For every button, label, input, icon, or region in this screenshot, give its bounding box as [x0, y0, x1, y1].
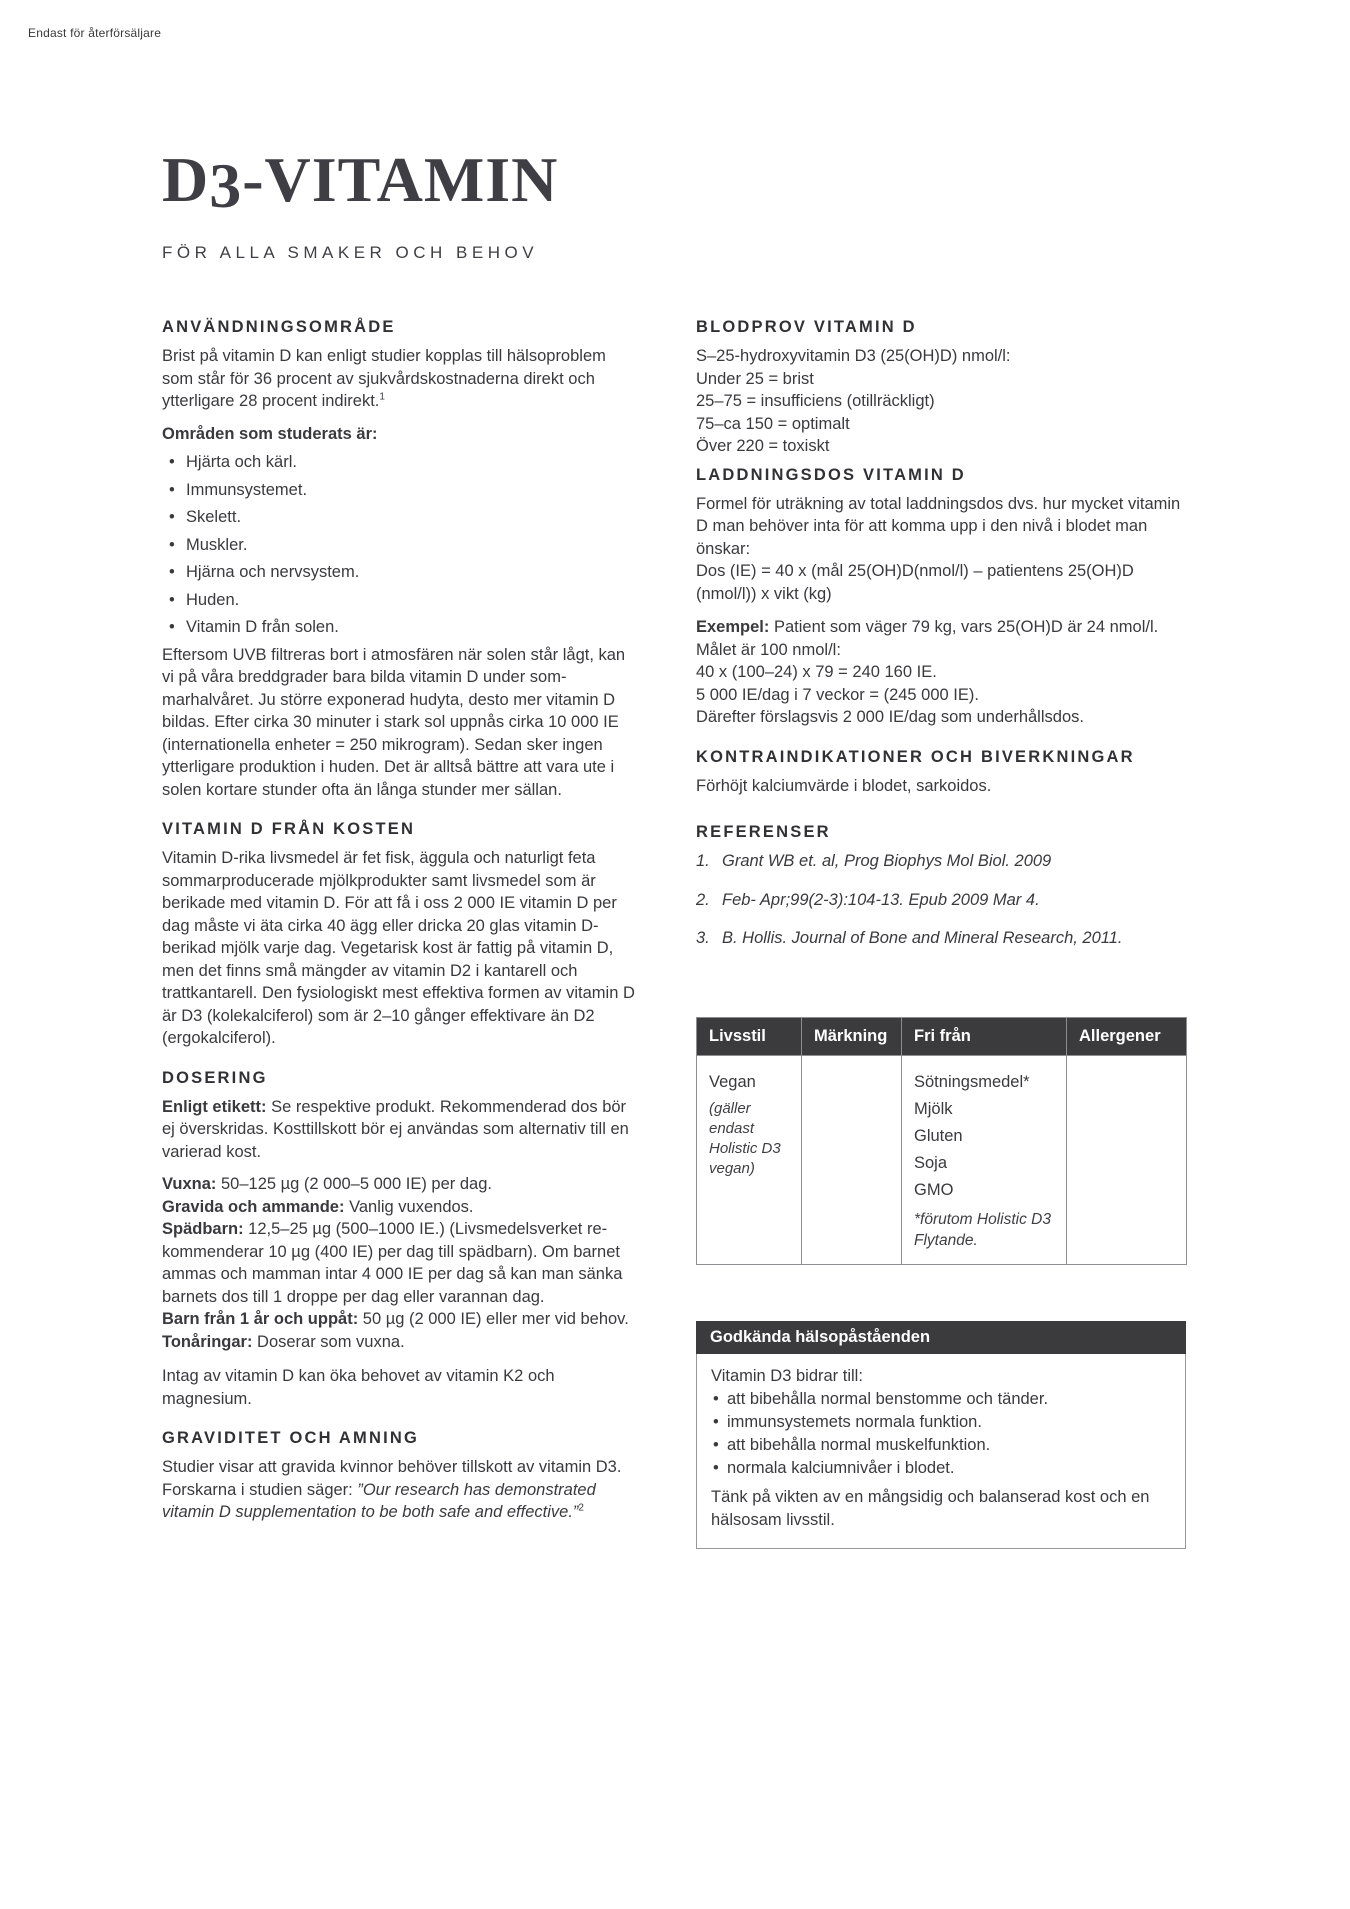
- area-item: • Immunsystemet.: [162, 479, 640, 502]
- dosage-label: Barn från 1 år och uppåt:: [162, 1310, 359, 1328]
- claims-bullet: • normala kalciumnivåer i blodet.: [711, 1457, 1171, 1480]
- health-claims-header: Godkända hälsopåståenden: [696, 1321, 1186, 1354]
- two-column-layout: [162, 316, 1188, 1549]
- dosage-text: 50 µg (2 000 IE) eller mer vid behov.: [358, 1310, 629, 1328]
- loading-dose-paragraph: Formel för uträkning av total laddningsdos dvs. hur mycket vitamin D man behöver inta för att komma upp i den nivå i blodet man önskar:: [696, 494, 1181, 558]
- dosage-text: Doserar som vuxna.: [252, 1332, 405, 1351]
- areas-subheading: Områden som studerats är:: [162, 424, 378, 443]
- dosage-label: Spädbarn:: [162, 1220, 244, 1238]
- pregnancy-quote: ”Our research has demonstrated vitamin D supplementation to be both safe and effective.”: [162, 1480, 596, 1521]
- blood-line: 75–ca 150 = optimalt: [696, 414, 850, 433]
- example-line: Därefter förslagsvis 2 000 IE/dag som underhållsdos.: [696, 708, 1084, 726]
- fri-fran-item: Gluten: [914, 1126, 963, 1145]
- product-attributes-table: [696, 1017, 1187, 1265]
- reference-number: 2.: [696, 890, 710, 909]
- table-header-row: [697, 1017, 1187, 1055]
- livsstil-value: Vegan: [709, 1072, 756, 1091]
- dosage-text: Vanlig vuxendos.: [344, 1197, 474, 1216]
- left-column: [162, 316, 640, 1549]
- heading-referenser: REFERENSER: [696, 823, 831, 841]
- dosage-list: [162, 1173, 640, 1353]
- page-content: [162, 0, 1188, 1549]
- reference-text: Grant WB et. al, Prog Biophys Mol Biol. 2009: [722, 852, 1052, 870]
- cell-markning: [802, 1055, 902, 1264]
- example-line: 5 000 IE/dag i 7 veckor = (245 000 IE).: [696, 685, 979, 704]
- heading-vitamin-d-fran-kosten: VITAMIN D FRÅN KOSTEN: [162, 820, 416, 838]
- example-block: [696, 616, 1186, 729]
- k2-paragraph: Intag av vitamin D kan öka behovet av vitamin K2 och magnesium.: [162, 1367, 555, 1408]
- reference-text: B. Hollis. Journal of Bone and Mineral Research, 2011.: [722, 929, 1123, 947]
- footnote-ref-1: 1: [379, 391, 385, 403]
- example-line: 40 x (100–24) x 79 = 240 160 IE.: [696, 663, 937, 681]
- reference-number: 3.: [696, 929, 710, 947]
- blood-test-values: [696, 345, 1186, 458]
- area-item: • Huden.: [162, 589, 640, 612]
- corner-note: Endast för återförsäljare: [28, 26, 162, 40]
- area-item: • Muskler.: [162, 534, 640, 557]
- dosage-line-tonaringar: [162, 1331, 640, 1354]
- example-intro-line: [696, 616, 1186, 661]
- reference-item: [696, 927, 1186, 950]
- reference-item: [696, 850, 1186, 873]
- food-paragraph: Vitamin D-rika livsmedel är fet fisk, äggula och naturligt feta sommarproducerade mjölkprodukter samt livsmedel som är berikade med vitamin D. För att få i oss 2 000 IE vitamin D per dag måste vi äta cirka 40 ägg eller dricka 20 glas vitamin D-berikad mjölk varje dag. Vegetarisk kost är fattig på vitamin D, men det finns små mängder av vitamin D2 i kantarell och trattkantarell. Den fysiologiskt mest effektiva formen av vitamin D är D3 (kolekalciferol) som är 2–10 gånger effektivare än D2 (ergokalciferol).: [162, 849, 635, 1047]
- pregnancy-paragraph: [162, 1456, 640, 1524]
- fri-fran-note: *förutom Holistic D3 Flytande.: [914, 1210, 1051, 1249]
- heading-graviditet-och-amning: GRAVIDITET OCH AMNING: [162, 1429, 420, 1447]
- dosage-line-spadbarn: [162, 1218, 640, 1308]
- area-item: • Hjärta och kärl.: [162, 451, 640, 474]
- area-item: • Vitamin D från solen.: [162, 616, 640, 639]
- dosage-line-gravida: [162, 1196, 640, 1219]
- right-column: [696, 316, 1186, 1549]
- studied-areas-list: [162, 451, 640, 639]
- title-digit-3: 3: [209, 149, 243, 221]
- sun-paragraph: Eftersom UVB filtreras bort i atmosfären när solen står lågt, kan vi på våra breddgrader bara bilda vitamin D under sommarhalvåret. Ju större exponerad hudyta, desto mer vitamin D bildas. Efter cirka 30 minuter i stark sol uppnås cirka 10 000 IE (internationella enheter = 250 mikrogram). Sedan sker ingen ytterligare produktion i huden. Det är alltså bättre att vara ute i solen kortare stunder ofta än långa stunder mer sällan.: [162, 645, 626, 799]
- fri-fran-item: Mjölk: [914, 1099, 953, 1118]
- title-letter-d: D: [162, 144, 210, 215]
- area-item: • Skelett.: [162, 506, 640, 529]
- loading-dose-formula: Dos (IE) = 40 x (mål 25(OH)D(nmol/l) – patientens 25(OH)D (nmol/l)) x vikt (kg): [696, 562, 1134, 603]
- column-header-markning: Märkning: [802, 1017, 902, 1055]
- footnote-ref-2: 2: [578, 1502, 584, 1514]
- fri-fran-item: GMO: [914, 1180, 954, 1199]
- cell-allergener: [1067, 1055, 1187, 1264]
- title-rest: -VITAMIN: [242, 144, 559, 215]
- dosage-line-barn: [162, 1308, 640, 1331]
- page-title: [162, 144, 1188, 221]
- fri-fran-item: Soja: [914, 1153, 948, 1172]
- pregnancy-text: Studier visar att gravida kvinnor behöver tillskott av vitamin D3. Forskarna i studien säger:: [162, 1458, 622, 1499]
- dosage-text: 12,5–25 µg (500–1000 IE.) (Livsmedelsverket rekommenderar 10 µg (400 IE) per dag till spädbarn). Om barnet ammas och mamman intar 4 000 IE per dag så kan man sänka barnets dos till 1 droppe per dag eller varannan dag.: [162, 1220, 623, 1306]
- cell-fri-fran: [902, 1055, 1067, 1264]
- column-header-livsstil: Livsstil: [697, 1017, 802, 1055]
- contraindications-paragraph: Förhöjt kalciumvärde i blodet, sarkoidos.: [696, 776, 992, 795]
- area-item: • Hjärna och nervsystem.: [162, 561, 640, 584]
- blood-line: S–25-hydroxyvitamin D3 (25(OH)D) nmol/l:: [696, 347, 1011, 365]
- reference-text: Feb- Apr;99(2-3):104-13. Epub 2009 Mar 4.: [722, 890, 1040, 909]
- health-claims-body: [696, 1354, 1186, 1549]
- claims-bullet: • att bibehålla normal benstomme och tänder.: [711, 1388, 1171, 1411]
- reference-item: [696, 889, 1186, 912]
- claims-intro: Vitamin D3 bidrar till:: [711, 1366, 863, 1385]
- claims-bullet: • immunsystemets normala funktion.: [711, 1411, 1171, 1434]
- heading-kontraindikationer: KONTRAINDIKATIONER OCH BIVERKNINGAR: [696, 747, 1135, 766]
- label-note-lead: Enligt etikett:: [162, 1097, 267, 1116]
- usage-intro-text: Brist på vitamin D kan enligt studier kopplas till hälsoproblem som står för 36 procent av sjukvårdskostnaderna direkt och ytterligare 28 procent indirekt.: [162, 347, 606, 410]
- column-header-allergener: Allergener: [1067, 1017, 1187, 1055]
- heading-anvandningsomrade: ANVÄNDNINGSOMRÅDE: [162, 318, 396, 336]
- heading-laddningsdos-vitamin-d: LADDNINGSDOS VITAMIN D: [696, 465, 966, 484]
- reference-number: 1.: [696, 852, 710, 870]
- blood-line: 25–75 = insufficiens (otillräckligt): [696, 392, 935, 410]
- example-intro-text: Patient som väger 79 kg, vars 25(OH)D är 24 nmol/l. Målet är 100 nmol/l:: [696, 618, 1159, 659]
- label-note-text: Se respektive produkt. Rekommenderad dos bör ej överskridas. Kosttillskott bör ej användas som alternativ till en varierad kost.: [162, 1097, 629, 1161]
- claims-bullet: • att bibehålla normal muskelfunktion.: [711, 1434, 1171, 1457]
- fri-fran-item: Sötningsmedel*: [914, 1072, 1030, 1091]
- column-header-fri-fran: Fri från: [902, 1017, 1067, 1055]
- livsstil-note: (gäller endast Holistic D3 vegan): [709, 1099, 781, 1177]
- dosage-line-vuxna: [162, 1173, 640, 1196]
- page-subtitle: FÖR ALLA SMAKER OCH BEHOV: [162, 243, 539, 262]
- label-note-paragraph: [162, 1096, 640, 1164]
- cell-livsstil: [697, 1055, 802, 1264]
- claims-outro: Tänk på vikten av en mångsidig och balanserad kost och en hälsosam livsstil.: [711, 1487, 1150, 1529]
- dosage-label: Tonåringar:: [162, 1332, 253, 1351]
- dosage-label: Gravida och ammande:: [162, 1197, 345, 1216]
- heading-blodprov-vitamin-d: BLODPROV VITAMIN D: [696, 318, 917, 336]
- table-row: [697, 1055, 1187, 1264]
- blood-line: Under 25 = brist: [696, 369, 814, 388]
- dosage-text: 50–125 µg (2 000–5 000 IE) per dag.: [216, 1175, 492, 1193]
- health-claims-box: [696, 1321, 1186, 1549]
- heading-dosering: DOSERING: [162, 1068, 268, 1087]
- blood-line: Över 220 = toxiskt: [696, 437, 830, 455]
- references-list: [696, 850, 1186, 950]
- example-label: Exempel:: [696, 618, 770, 636]
- usage-intro-paragraph: [162, 345, 640, 413]
- dosage-label: Vuxna:: [162, 1175, 217, 1193]
